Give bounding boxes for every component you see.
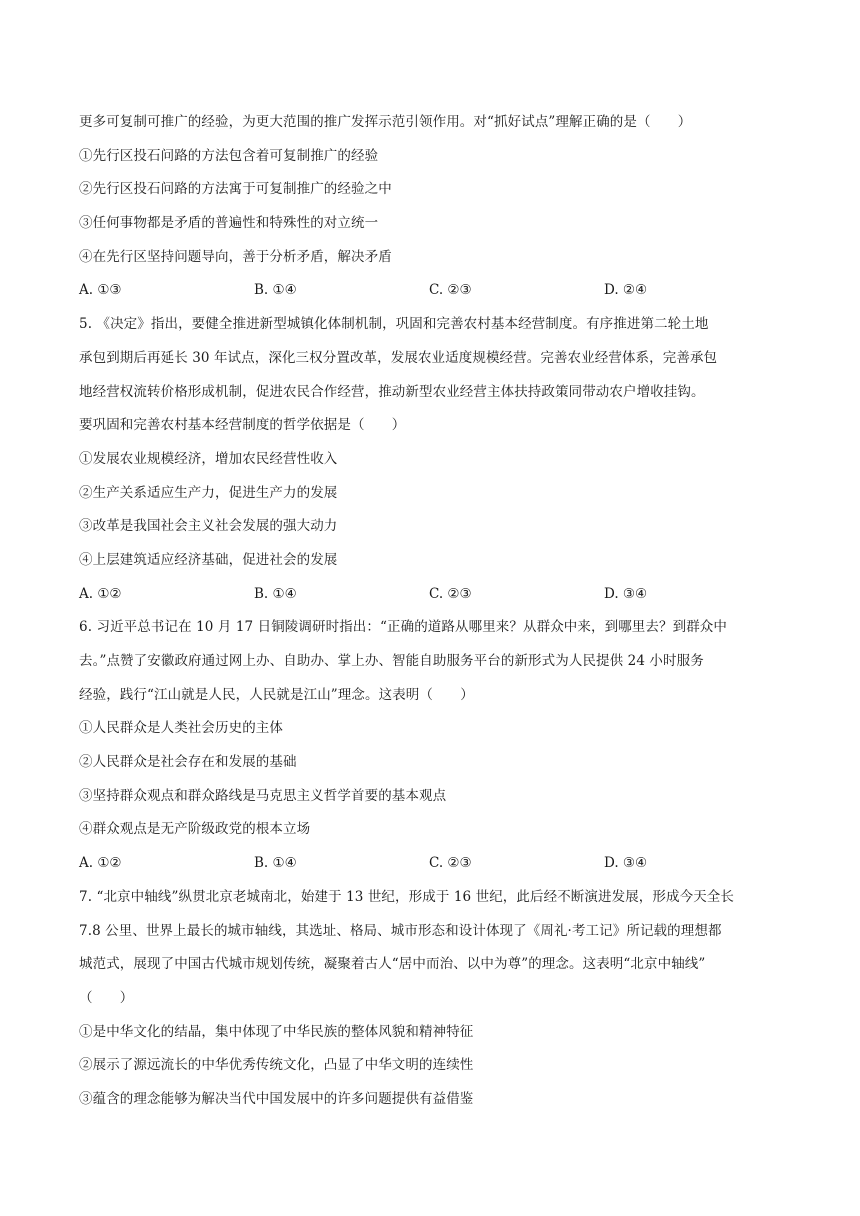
question-5-options bbox=[79, 578, 799, 612]
question-5-stem-line: 要巩固和完善农村基本经营制度的哲学依据是（ ） bbox=[79, 417, 406, 434]
question-4 bbox=[79, 106, 799, 308]
question-6-item-4: ④群众观点是无产阶级政党的根本立场 bbox=[79, 821, 311, 838]
question-4-item-2: ②先行区投石问路的方法寓于可复制推广的经验之中 bbox=[79, 181, 392, 198]
question-4-item-4: ④在先行区坚持问题导向，善于分析矛盾，解决矛盾 bbox=[79, 248, 392, 265]
question-4-options bbox=[79, 274, 799, 308]
question-6-option-b: B. ①④ bbox=[254, 855, 297, 872]
question-6-item-1: ①人民群众是人类社会历史的主体 bbox=[79, 720, 283, 737]
question-5-option-c: C. ②③ bbox=[429, 585, 472, 602]
question-7-item-1: ①是中华文化的结晶，集中体现了中华民族的整体风貌和精神特征 bbox=[79, 1023, 474, 1040]
question-4-option-d: D. ②④ bbox=[604, 282, 648, 299]
question-7-stem-line: 7. “北京中轴线”纵贯北京老城南北，始建于 13 世纪，形成于 16 世纪，此后经不断演进发展，形成今天全长 bbox=[79, 888, 734, 905]
question-4-item-1: ①先行区投石问路的方法包含着可复制推广的经验 bbox=[79, 147, 379, 164]
question-6-stem-line: 去。”点赞了安徽政府通过网上办、自助办、掌上办、智能自助服务平台的新形式为人民提供 24 小时服务 bbox=[79, 653, 704, 669]
question-4-option-b: B. ①④ bbox=[254, 282, 297, 299]
question-5-item-4: ④上层建筑适应经济基础，促进社会的发展 bbox=[79, 551, 338, 568]
question-7-item-3: ③蕴含的理念能够为解决当代中国发展中的许多问题提供有益借鉴 bbox=[79, 1090, 474, 1107]
question-7-item-2: ②展示了源远流长的中华优秀传统文化，凸显了中华文明的连续性 bbox=[79, 1057, 474, 1074]
question-5-item-3: ③改革是我国社会主义社会发展的强大动力 bbox=[79, 518, 338, 535]
question-5-option-b: B. ①④ bbox=[254, 585, 297, 602]
question-7-stem-line: （ ） bbox=[79, 989, 134, 1006]
exam-page bbox=[79, 106, 799, 1117]
question-5-stem-line: 承包到期后再延长 30 年试点，深化三权分置改革，发展农业适度规模经营。完善农业经营体系，完善承包 bbox=[79, 349, 718, 366]
question-7 bbox=[79, 881, 799, 1117]
question-6 bbox=[79, 611, 799, 881]
question-5-option-a: A. ①② bbox=[79, 585, 122, 602]
question-6-options bbox=[79, 847, 799, 881]
question-6-option-d: D. ③④ bbox=[604, 855, 648, 872]
question-5-stem-line: 地经营权流转价格形成机制，促进农民合作经营，推动新型农业经营主体扶持政策同带动农户增收挂钩。 bbox=[79, 383, 705, 400]
question-6-option-c: C. ②③ bbox=[429, 855, 472, 872]
question-6-item-3: ③坚持群众观点和群众路线是马克思主义哲学首要的基本观点 bbox=[79, 787, 447, 804]
question-6-option-a: A. ①② bbox=[79, 855, 122, 872]
question-5-option-d: D. ③④ bbox=[604, 585, 648, 602]
question-6-stem-line: 经验，践行“江山就是人民，人民就是江山”理念。这表明（ ） bbox=[79, 686, 474, 703]
question-7-stem-line: 城范式，展现了中国古代城市规划传统，凝聚着古人“居中而治、以中为尊”的理念。这表明“北京中轴线” bbox=[79, 956, 706, 973]
question-5-item-2: ②生产关系适应生产力，促进生产力的发展 bbox=[79, 484, 338, 501]
question-5 bbox=[79, 308, 799, 611]
question-4-item-3: ③任何事物都是矛盾的普遍性和特殊性的对立统一 bbox=[79, 215, 379, 232]
question-4-stem: 更多可复制可推广的经验，为更大范围的推广发挥示范引领作用。对“抓好试点”理解正确的是（ ） bbox=[79, 114, 692, 130]
question-7-stem-line: 7.8 公里、世界上最长的城市轴线，其选址、格局、城市形态和设计体现了《周礼·考工记》所记载的理想都 bbox=[79, 922, 722, 939]
question-6-stem-line: 6. 习近平总书记在 10 月 17 日铜陵调研时指出：“正确的道路从哪里来？从群众中来，到哪里去？到群众中 bbox=[79, 619, 727, 636]
question-5-stem-line: 5. 《决定》指出，要健全推进新型城镇化体制机制，巩固和完善农村基本经营制度。有序推进第二轮土地 bbox=[79, 316, 709, 333]
question-4-option-a: A. ①③ bbox=[79, 282, 122, 299]
question-6-item-2: ②人民群众是社会存在和发展的基础 bbox=[79, 754, 297, 771]
question-4-option-c: C. ②③ bbox=[429, 282, 472, 299]
question-5-item-1: ①发展农业规模经济，增加农民经营性收入 bbox=[79, 450, 338, 467]
